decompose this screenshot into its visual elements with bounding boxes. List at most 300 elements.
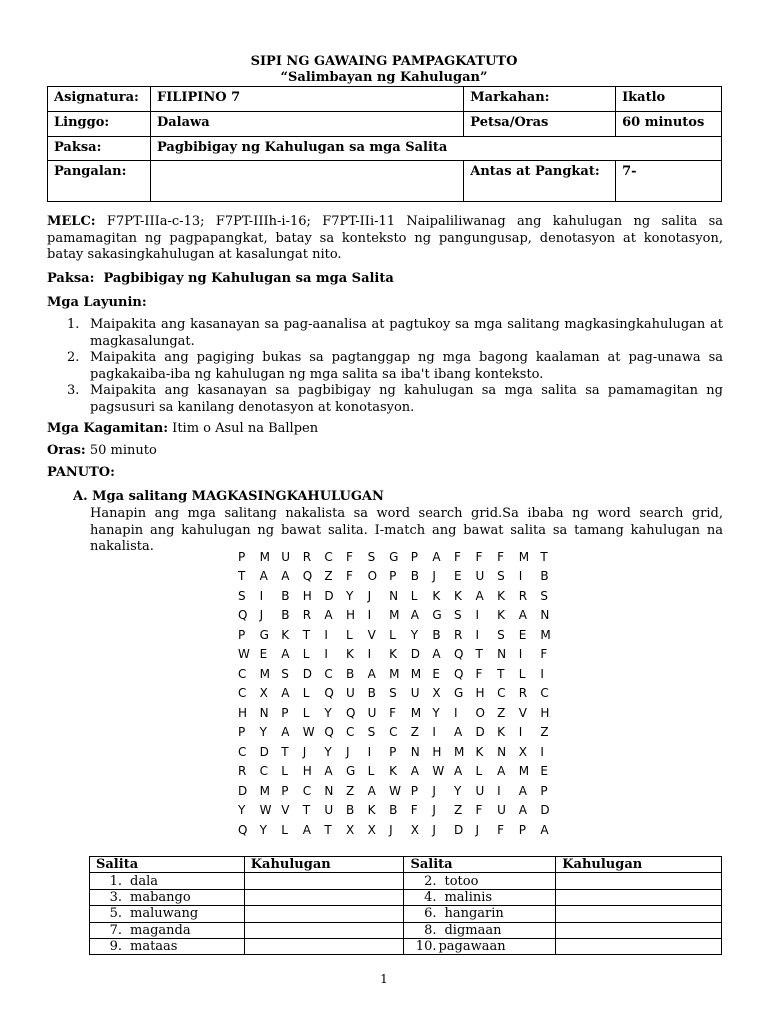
grid-letter[interactable]: C <box>324 549 333 564</box>
grid-letter[interactable]: Z <box>410 725 419 740</box>
grid-letter[interactable]: X <box>345 822 355 837</box>
table-row <box>90 922 722 938</box>
word-number: 1. <box>109 873 122 889</box>
grid-letter[interactable]: X <box>410 822 419 837</box>
grid-letter[interactable]: P <box>389 569 397 584</box>
grid-letter[interactable]: Y <box>453 783 462 798</box>
grid-letter[interactable]: W <box>432 764 445 779</box>
grid-letter[interactable]: T <box>302 803 311 818</box>
grid-letter[interactable]: T <box>324 822 332 837</box>
melc-text: F7PT-IIIa-c-13; F7PT-IIIh-i-16; F7PT-IIi-11 Naipaliliwanag ang kahulugan ng salita sa pamamagitan ng pagpapangkat, batay sa konteksto ng pangungusap, denotasyon at konotasyon, batay sakasingkahulugan at kasalungat nito. <box>47 214 723 262</box>
grid-letter[interactable]: K <box>497 588 505 603</box>
grid-letter[interactable]: D <box>259 744 269 759</box>
grid-letter[interactable]: R <box>302 608 312 623</box>
grid-letter[interactable]: U <box>345 686 355 701</box>
grid-letter[interactable]: L <box>367 764 375 779</box>
grid-letter[interactable]: I <box>367 744 372 759</box>
word-cell <box>404 873 556 889</box>
grid-letter[interactable]: Y <box>259 725 267 740</box>
grid-letter[interactable]: Y <box>238 803 246 818</box>
grid-letter[interactable]: I <box>518 647 523 662</box>
grid-letter[interactable]: B <box>432 627 441 642</box>
grid-letter[interactable]: A <box>540 822 549 837</box>
grid-letter[interactable]: A <box>453 725 463 740</box>
grid-letter[interactable]: I <box>367 647 372 662</box>
word-search-grid[interactable] <box>238 547 578 840</box>
grid-letter[interactable]: K <box>281 627 290 642</box>
list-text: Maipakita ang pagiging bukas sa pagtanggap ng mga bagong kaalaman at pag-unawa sa pagkakaiba-iba ng kahulugan ng mga salita sa iba't ibang konteksto. <box>90 350 723 382</box>
answer-cell[interactable] <box>244 922 404 938</box>
grid-letter[interactable]: E <box>540 764 548 779</box>
grid-letter[interactable]: K <box>497 608 505 623</box>
grid-letter[interactable]: A <box>324 764 333 779</box>
grid-letter[interactable]: N <box>259 705 269 720</box>
grid-letter[interactable]: P <box>238 627 246 642</box>
grid-letter[interactable]: H <box>302 588 312 603</box>
grid-letter[interactable]: N <box>410 744 420 759</box>
grid-letter[interactable]: L <box>410 588 418 603</box>
grid-letter[interactable]: N <box>497 647 507 662</box>
grid-letter[interactable]: M <box>389 608 400 623</box>
grid-letter[interactable]: V <box>367 627 376 642</box>
grid-letter[interactable]: D <box>324 588 334 603</box>
grid-letter[interactable]: P <box>238 549 246 564</box>
grid-letter[interactable]: J <box>367 588 372 603</box>
grid-letter[interactable]: A <box>281 725 290 740</box>
answer-cell[interactable] <box>244 938 404 954</box>
grid-letter[interactable]: U <box>410 686 420 701</box>
grid-letter[interactable]: S <box>497 569 505 584</box>
grid-letter[interactable]: A <box>410 764 419 779</box>
grid-letter[interactable]: P <box>518 822 526 837</box>
grid-letter[interactable]: B <box>389 803 398 818</box>
grid-letter[interactable]: F <box>410 803 418 818</box>
grid-letter[interactable]: C <box>540 686 549 701</box>
grid-letter[interactable]: X <box>518 744 527 759</box>
word-number: 5. <box>109 906 122 922</box>
grid-letter[interactable]: I <box>518 569 523 584</box>
grid-letter[interactable]: L <box>389 627 396 642</box>
grid-letter[interactable]: F <box>453 549 461 564</box>
grid-letter[interactable]: F <box>540 647 548 662</box>
answer-cell[interactable] <box>244 906 404 922</box>
grid-letter[interactable]: Q <box>453 647 464 662</box>
word-text: hangarin <box>444 906 504 922</box>
grid-letter[interactable]: L <box>518 666 526 681</box>
grid-letter[interactable]: A <box>367 783 376 798</box>
grid-letter[interactable]: P <box>410 549 418 564</box>
grid-letter[interactable]: L <box>302 686 310 701</box>
grid-letter[interactable]: W <box>259 803 272 818</box>
grid-letter[interactable]: A <box>432 647 441 662</box>
melc-label: MELC: <box>47 214 96 229</box>
petsa-value: 60 minutos <box>616 112 722 137</box>
word-cell <box>90 889 245 905</box>
grid-letter[interactable]: J <box>432 569 436 584</box>
grid-letter[interactable]: A <box>281 569 290 584</box>
grid-letter[interactable]: I <box>475 627 480 642</box>
grid-letter[interactable]: C <box>324 666 333 681</box>
grid-letter[interactable]: C <box>389 725 398 740</box>
grid-letter[interactable]: K <box>389 647 398 662</box>
grid-letter[interactable]: Y <box>324 705 332 720</box>
paksa-label: Paksa: <box>47 271 95 286</box>
grid-letter[interactable]: S <box>238 588 246 603</box>
grid-letter[interactable]: E <box>518 627 527 642</box>
grid-letter[interactable]: L <box>345 627 353 642</box>
grid-letter[interactable]: J <box>389 822 393 837</box>
petsa-label: Petsa/Oras <box>464 112 616 137</box>
grid-letter[interactable]: F <box>389 705 397 720</box>
grid-letter[interactable]: M <box>540 627 551 642</box>
grid-letter[interactable]: A <box>497 764 506 779</box>
grid-letter[interactable]: Q <box>238 608 248 623</box>
grid-letter[interactable]: B <box>345 666 355 681</box>
grid-letter[interactable]: S <box>540 588 548 603</box>
grid-letter[interactable]: C <box>345 725 355 740</box>
grid-letter[interactable]: B <box>281 588 290 603</box>
grid-letter[interactable]: H <box>302 764 312 779</box>
grid-letter[interactable]: F <box>475 666 483 681</box>
grid-letter[interactable]: I <box>259 588 264 603</box>
antas-field[interactable]: 7- <box>616 161 722 202</box>
grid-letter[interactable]: M <box>518 764 530 779</box>
grid-letter[interactable]: F <box>475 803 483 818</box>
list-number: 1. <box>67 317 80 332</box>
grid-letter[interactable]: X <box>432 686 441 701</box>
grid-letter[interactable]: P <box>281 705 289 720</box>
grid-letter[interactable]: M <box>259 783 270 798</box>
grid-letter[interactable]: B <box>345 803 355 818</box>
grid-letter[interactable]: I <box>453 705 458 720</box>
linggo-label: Linggo: <box>48 112 151 137</box>
word-number: 3. <box>109 889 122 905</box>
grid-row <box>238 723 578 743</box>
grid-letter[interactable]: A <box>259 569 268 584</box>
grid-letter[interactable]: N <box>389 588 399 603</box>
grid-letter[interactable]: Z <box>497 705 506 720</box>
grid-letter[interactable]: T <box>238 569 246 584</box>
grid-letter[interactable]: D <box>540 803 550 818</box>
paksa-text: Pagbibigay ng Kahulugan sa mga Salita <box>94 271 394 286</box>
grid-letter[interactable]: Q <box>302 569 313 584</box>
grid-letter[interactable]: A <box>518 608 527 623</box>
grid-letter[interactable]: B <box>281 608 290 623</box>
grid-letter[interactable]: K <box>367 803 376 818</box>
grid-letter[interactable]: H <box>345 608 355 623</box>
grid-letter[interactable]: K <box>453 588 462 603</box>
grid-letter[interactable]: M <box>389 666 400 681</box>
grid-letter[interactable]: U <box>497 803 506 818</box>
grid-letter[interactable]: U <box>324 803 334 818</box>
grid-letter[interactable]: I <box>475 608 480 623</box>
grid-letter[interactable]: I <box>540 666 544 681</box>
kagamitan-text: Itim o Asul na Ballpen <box>168 421 319 436</box>
grid-letter[interactable]: G <box>389 549 399 564</box>
panuto-label: PANUTO: <box>47 465 115 480</box>
grid-letter[interactable]: K <box>497 725 505 740</box>
grid-letter[interactable]: F <box>475 549 483 564</box>
list-text: Maipakita ang kasanayan sa pag-aanalisa at pagtukoy sa mga salitang magkasingkahulugan at magkasalungat. <box>90 317 723 349</box>
grid-letter[interactable]: J <box>475 822 480 837</box>
grid-letter[interactable]: D <box>453 822 464 837</box>
grid-letter[interactable]: L <box>475 764 483 779</box>
grid-letter[interactable]: P <box>389 744 397 759</box>
word-number: 4. <box>424 889 437 905</box>
antas-label: Antas at Pangkat: <box>464 161 616 202</box>
grid-letter[interactable]: I <box>497 783 501 798</box>
grid-letter[interactable]: T <box>475 647 483 662</box>
linggo-value: Dalawa <box>150 112 463 137</box>
grid-letter[interactable]: S <box>281 666 289 681</box>
asignatura-label: Asignatura: <box>48 87 151 112</box>
grid-letter[interactable]: A <box>367 666 376 681</box>
grid-letter[interactable]: C <box>238 686 247 701</box>
grid-letter[interactable]: U <box>367 705 377 720</box>
grid-letter[interactable]: E <box>453 569 462 584</box>
grid-letter[interactable]: J <box>432 822 436 837</box>
grid-letter[interactable]: Y <box>324 744 332 759</box>
grid-letter[interactable]: P <box>281 783 289 798</box>
grid-letter[interactable]: Q <box>324 725 334 740</box>
layunin-heading <box>47 295 723 312</box>
grid-letter[interactable]: B <box>367 686 376 701</box>
paksa-label-cell: Paksa: <box>48 137 151 161</box>
grid-letter[interactable]: I <box>432 725 436 740</box>
grid-letter[interactable]: H <box>432 744 442 759</box>
answer-cell[interactable] <box>556 889 722 905</box>
grid-letter[interactable]: I <box>367 608 372 623</box>
grid-letter[interactable]: P <box>410 783 418 798</box>
grid-letter[interactable]: Y <box>432 705 440 720</box>
grid-letter[interactable]: S <box>497 627 505 642</box>
grid-letter[interactable]: A <box>302 822 311 837</box>
grid-letter[interactable]: D <box>302 666 313 681</box>
grid-letter[interactable]: H <box>540 705 550 720</box>
grid-letter[interactable]: R <box>302 549 312 564</box>
grid-letter[interactable]: Z <box>345 783 355 798</box>
grid-letter[interactable]: M <box>410 705 422 720</box>
oras-line <box>47 443 723 460</box>
grid-row <box>238 820 578 840</box>
grid-letter[interactable]: Y <box>345 588 354 603</box>
grid-letter[interactable]: G <box>453 686 464 701</box>
grid-letter[interactable]: P <box>540 783 548 798</box>
layunin-list <box>67 317 723 416</box>
grid-letter[interactable]: R <box>518 588 528 603</box>
grid-letter[interactable]: S <box>453 608 462 623</box>
word-text: totoo <box>444 873 479 889</box>
grid-row <box>238 781 578 801</box>
grid-letter[interactable]: X <box>367 822 376 837</box>
grid-letter[interactable]: L <box>302 705 310 720</box>
list-item <box>67 350 723 383</box>
grid-letter[interactable]: E <box>432 666 440 681</box>
grid-letter[interactable]: A <box>518 803 527 818</box>
word-number: 7. <box>109 922 122 938</box>
grid-letter[interactable]: S <box>367 549 376 564</box>
answer-cell[interactable] <box>556 873 722 889</box>
grid-letter[interactable]: T <box>281 744 289 759</box>
grid-letter[interactable]: C <box>238 744 247 759</box>
grid-letter[interactable]: I <box>518 725 523 740</box>
grid-letter[interactable]: A <box>432 549 441 564</box>
grid-letter[interactable]: M <box>259 549 270 564</box>
grid-letter[interactable]: J <box>432 783 436 798</box>
grid-letter[interactable]: N <box>540 608 550 623</box>
grid-letter[interactable]: I <box>324 627 328 642</box>
word-cell <box>404 906 556 922</box>
grid-letter[interactable]: Q <box>238 822 248 837</box>
grid-letter[interactable]: E <box>259 647 268 662</box>
grid-letter[interactable]: S <box>367 725 376 740</box>
grid-letter[interactable]: H <box>475 686 485 701</box>
grid-letter[interactable]: S <box>389 686 397 701</box>
grid-letter[interactable]: A <box>475 588 484 603</box>
header-salita-1: Salita <box>90 857 245 873</box>
panuto-heading <box>47 465 723 482</box>
answer-cell[interactable] <box>556 938 722 954</box>
grid-letter[interactable]: V <box>281 803 290 818</box>
grid-letter[interactable]: L <box>281 764 288 779</box>
word-text: pagawaan <box>438 939 506 955</box>
melc-paragraph <box>47 214 723 264</box>
word-cell <box>404 938 556 954</box>
grid-letter[interactable]: K <box>432 588 441 603</box>
grid-letter[interactable]: Q <box>345 705 356 720</box>
grid-letter[interactable]: I <box>540 744 544 759</box>
grid-letter[interactable]: C <box>238 666 247 681</box>
grid-letter[interactable]: W <box>302 725 315 740</box>
answer-cell[interactable] <box>244 873 404 889</box>
grid-letter[interactable]: J <box>432 803 436 818</box>
grid-letter[interactable]: R <box>238 764 247 779</box>
grid-letter[interactable]: G <box>345 764 356 779</box>
grid-letter[interactable]: J <box>345 744 350 759</box>
grid-letter[interactable]: U <box>475 783 485 798</box>
grid-letter[interactable]: C <box>302 783 312 798</box>
grid-letter[interactable]: Q <box>453 666 464 681</box>
word-cell <box>90 938 245 954</box>
grid-letter[interactable]: U <box>475 569 485 584</box>
grid-row <box>238 645 578 665</box>
answer-cell[interactable] <box>556 922 722 938</box>
pangalan-field[interactable] <box>150 161 463 202</box>
grid-letter[interactable]: A <box>453 764 463 779</box>
grid-letter[interactable]: G <box>259 627 269 642</box>
grid-letter[interactable]: X <box>259 686 268 701</box>
grid-letter[interactable]: A <box>324 608 333 623</box>
list-item <box>67 383 723 416</box>
grid-letter[interactable]: F <box>497 822 505 837</box>
section-a-heading: A. Mga salitang MAGKASINGKAHULUGAN <box>73 489 384 504</box>
word-text: digmaan <box>444 922 502 938</box>
answer-cell[interactable] <box>556 906 722 922</box>
grid-letter[interactable]: K <box>475 744 484 759</box>
grid-letter[interactable]: Z <box>453 803 463 818</box>
grid-letter[interactable]: M <box>259 666 270 681</box>
asignatura-value: FILIPINO 7 <box>150 87 463 112</box>
grid-letter[interactable]: H <box>238 705 248 720</box>
grid-letter[interactable]: T <box>497 666 505 681</box>
grid-letter[interactable]: F <box>345 569 353 584</box>
grid-letter[interactable]: J <box>259 608 264 623</box>
grid-letter[interactable]: W <box>238 647 250 662</box>
word-number: 6. <box>424 906 437 922</box>
grid-letter[interactable]: Z <box>540 725 549 740</box>
grid-letter[interactable]: D <box>475 725 485 740</box>
grid-letter[interactable]: U <box>281 549 290 564</box>
grid-letter[interactable]: M <box>518 549 530 564</box>
grid-letter[interactable]: G <box>432 608 442 623</box>
grid-letter[interactable]: C <box>497 686 506 701</box>
grid-letter[interactable]: N <box>497 744 507 759</box>
grid-letter[interactable]: C <box>259 764 268 779</box>
grid-letter[interactable]: V <box>518 705 527 720</box>
word-text: maganda <box>130 922 191 938</box>
grid-letter[interactable]: L <box>281 822 288 837</box>
table-row <box>90 906 722 922</box>
grid-letter[interactable]: N <box>324 783 334 798</box>
table-header-row <box>90 857 722 873</box>
grid-letter[interactable]: F <box>345 549 353 564</box>
grid-letter[interactable]: Q <box>324 686 334 701</box>
grid-letter[interactable]: K <box>345 647 354 662</box>
grid-letter[interactable]: T <box>540 549 548 564</box>
list-number: 3. <box>67 383 80 398</box>
grid-letter[interactable]: Z <box>324 569 333 584</box>
pangalan-label: Pangalan: <box>48 161 151 202</box>
table-row <box>90 889 722 905</box>
grid-letter[interactable]: R <box>453 627 463 642</box>
grid-letter[interactable]: A <box>410 608 419 623</box>
grid-letter[interactable]: O <box>475 705 485 720</box>
grid-letter[interactable]: Y <box>410 627 419 642</box>
grid-letter[interactable]: I <box>324 647 328 662</box>
grid-letter[interactable]: A <box>518 783 527 798</box>
header-salita-2: Salita <box>404 857 556 873</box>
document-subtitle: “Salimbayan ng Kahulugan” <box>280 70 488 85</box>
grid-row <box>238 606 578 626</box>
grid-letter[interactable]: M <box>453 744 465 759</box>
grid-letter[interactable]: J <box>302 744 307 759</box>
grid-letter[interactable]: T <box>302 627 311 642</box>
grid-letter[interactable]: A <box>281 686 290 701</box>
word-text: mabango <box>130 889 191 905</box>
grid-row <box>238 586 578 606</box>
answer-cell[interactable] <box>244 889 404 905</box>
grid-letter[interactable]: P <box>238 725 246 740</box>
grid-letter[interactable]: B <box>540 569 549 584</box>
grid-letter[interactable]: L <box>302 647 310 662</box>
grid-letter[interactable]: B <box>410 569 419 584</box>
kagamitan-label: Mga Kagamitan: <box>47 421 169 436</box>
grid-letter[interactable]: F <box>497 549 505 564</box>
word-number: 8. <box>424 922 437 938</box>
grid-letter[interactable]: Y <box>259 822 267 837</box>
grid-letter[interactable]: D <box>410 647 420 662</box>
word-cell <box>90 906 245 922</box>
grid-letter[interactable]: M <box>410 666 422 681</box>
kagamitan-line <box>47 421 723 438</box>
grid-letter[interactable]: W <box>389 783 402 798</box>
grid-letter[interactable]: K <box>389 764 398 779</box>
grid-letter[interactable]: D <box>238 783 248 798</box>
grid-letter[interactable]: O <box>367 569 378 584</box>
grid-letter[interactable]: A <box>281 647 290 662</box>
markahan-value: Ikatlo <box>616 87 722 112</box>
grid-letter[interactable]: R <box>518 686 528 701</box>
